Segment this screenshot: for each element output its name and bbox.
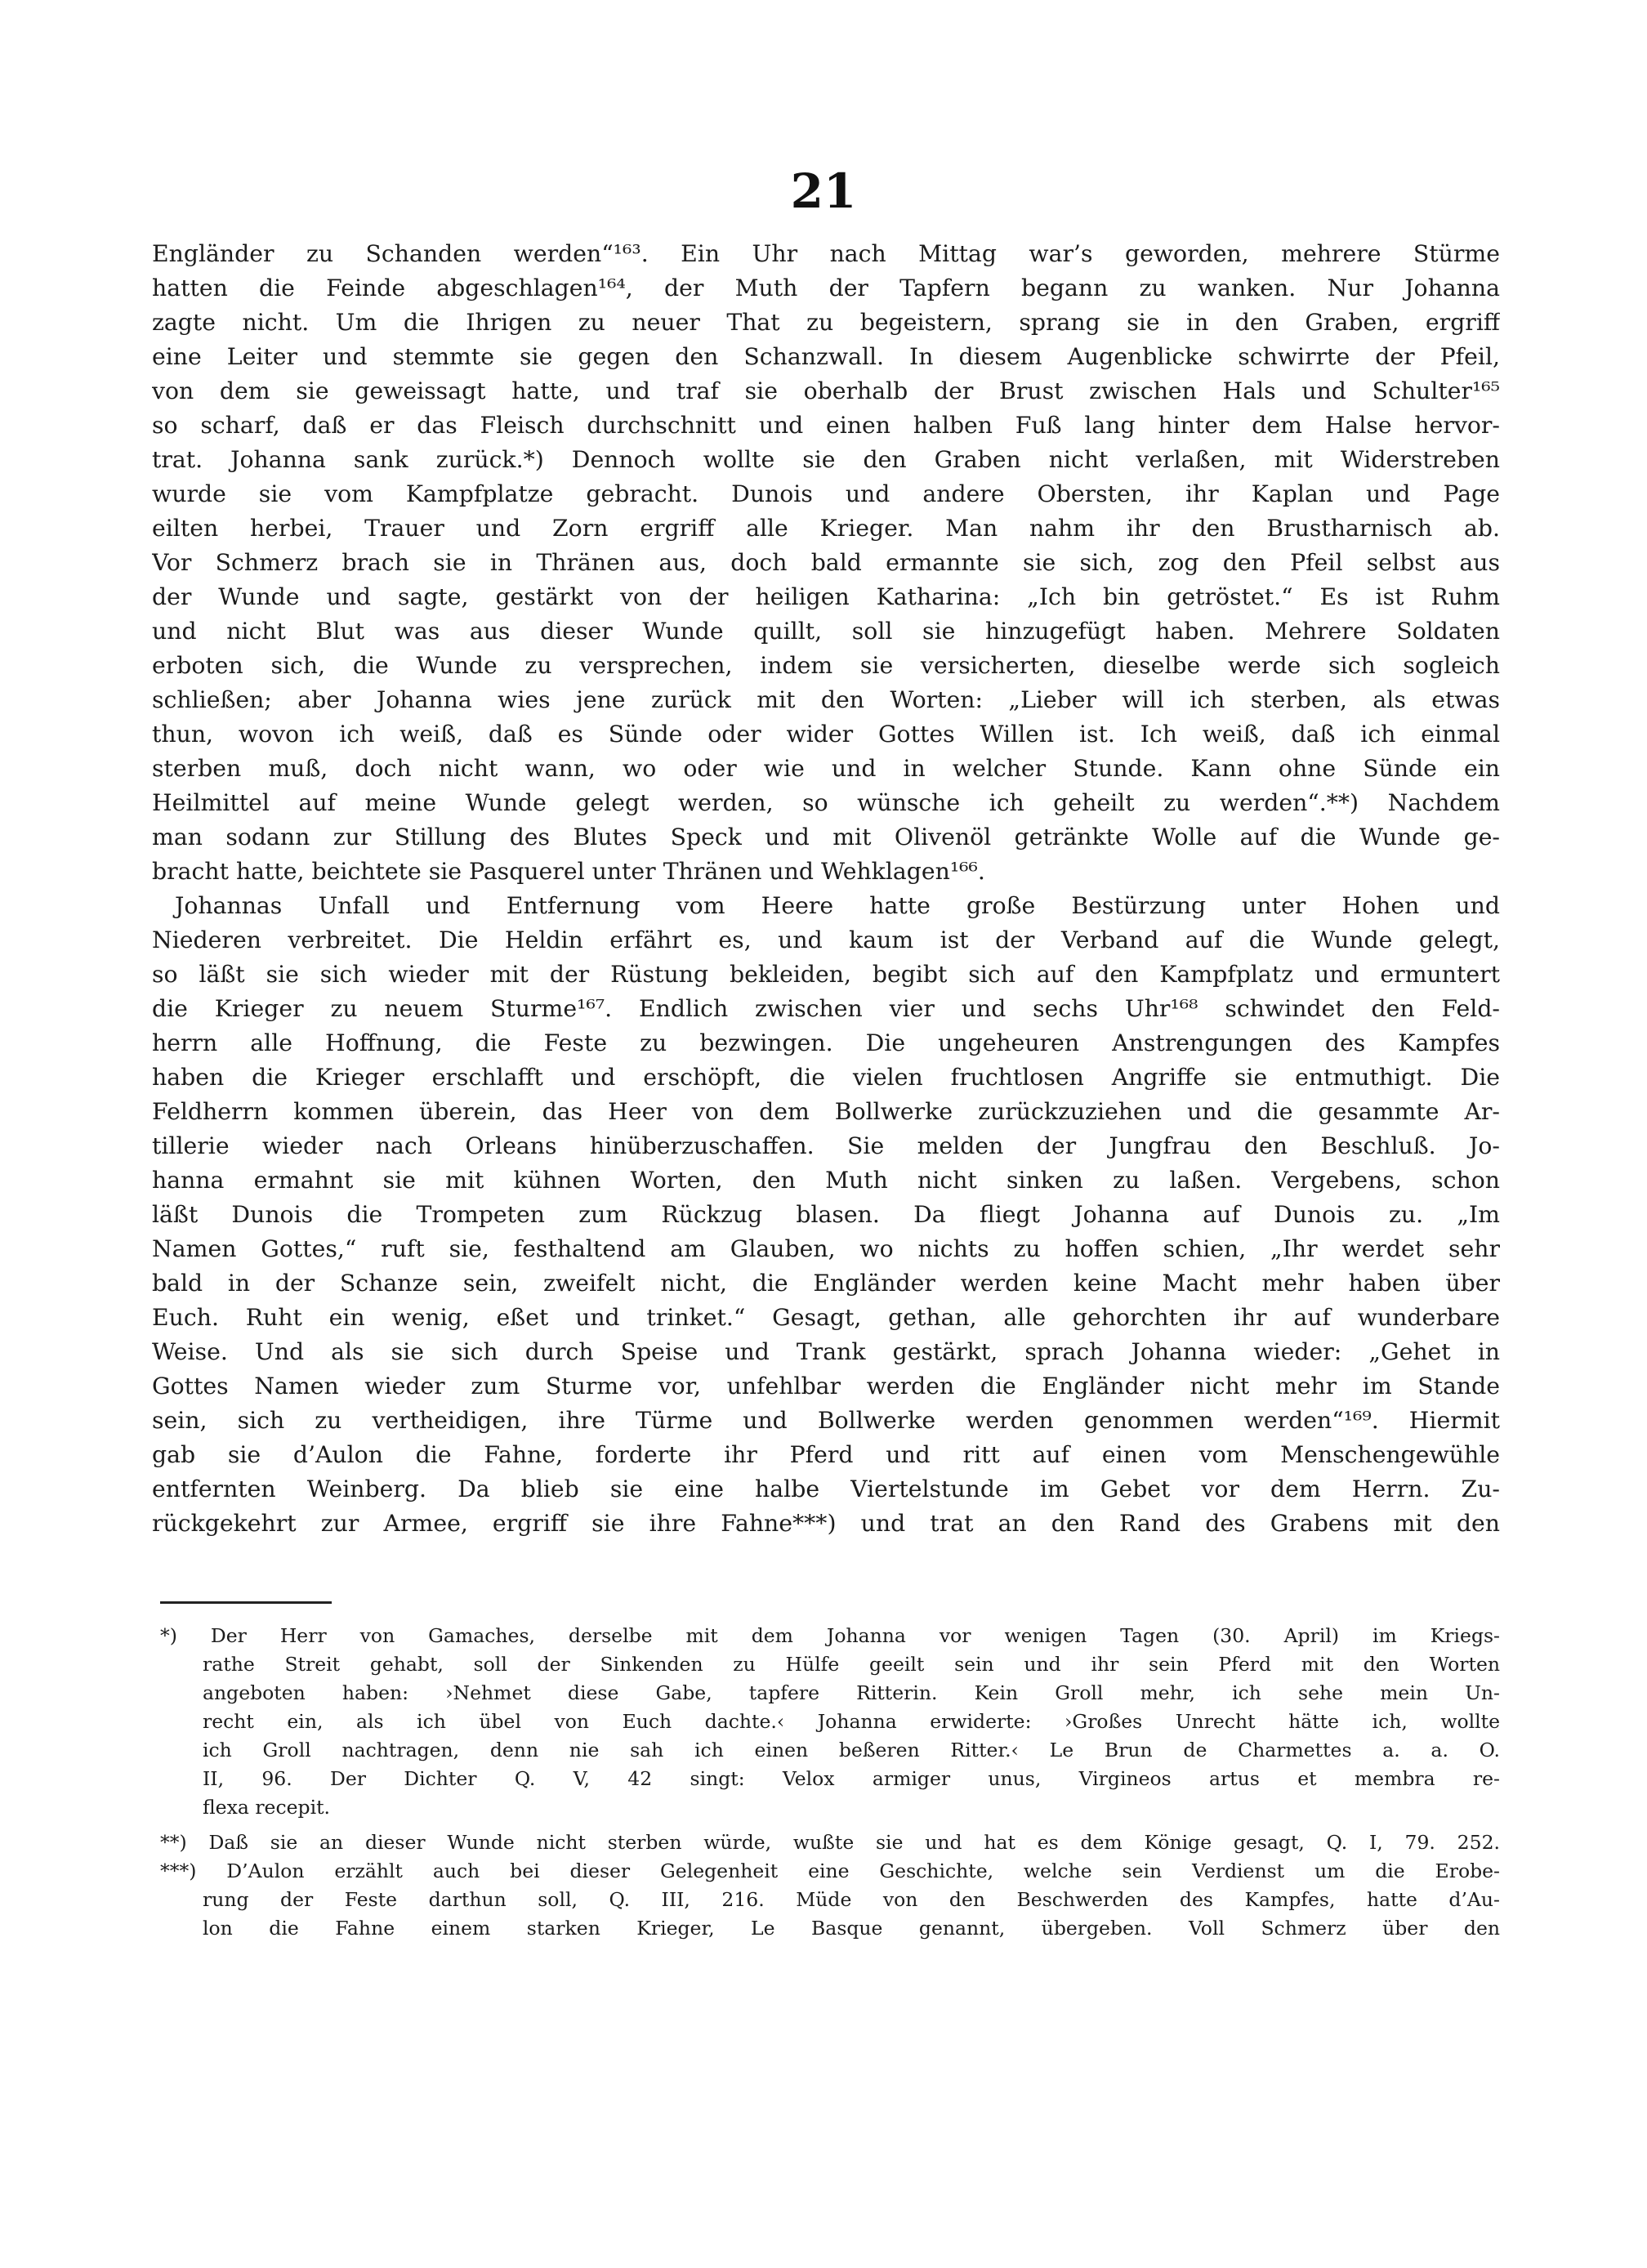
footnotes <box>160 1622 1500 1943</box>
text-line: thun, wovon ich weiß, daß es Sünde oder wider Gottes Willen ist. Ich weiß, daß ich einmal <box>152 721 1500 748</box>
text-line: wurde sie vom Kampfplatze gebracht. Dunois und andere Obersten, ihr Kaplan und Page <box>152 480 1500 507</box>
text-line: die Krieger zu neuem Sturme¹⁶⁷. Endlich zwischen vier und sechs Uhr¹⁶⁸ schwindet den Feld- <box>152 995 1500 1022</box>
text-line: trat. Johanna sank zurück.*) Dennoch wollte sie den Graben nicht verlaßen, mit Widerstreben <box>152 446 1500 473</box>
text-line: man sodann zur Stillung des Blutes Speck und mit Olivenöl getränkte Wolle auf die Wunde ge- <box>152 824 1500 850</box>
text-line: Heilmittel auf meine Wunde gelegt werden, so wünsche ich geheilt zu werden“.**) Nachdem <box>152 789 1500 816</box>
text-line: Weise. Und als sie sich durch Speise und Trank gestärkt, sprach Johanna wieder: „Gehet in <box>152 1338 1500 1365</box>
text-line: rückgekehrt zur Armee, ergriff sie ihre Fahne***) und trat an den Rand des Grabens mit den <box>152 1510 1500 1537</box>
text-line: so läßt sie sich wieder mit der Rüstung bekleiden, begibt sich auf den Kampfplatz und ermuntert <box>152 961 1500 988</box>
text-line: hatten die Feinde abgeschlagen¹⁶⁴, der Muth der Tapfern begann zu wanken. Nur Johanna <box>152 275 1500 301</box>
text-line: der Wunde und sagte, gestärkt von der heiligen Katharina: „Ich bin getröstet.“ Es ist Ruhm <box>152 583 1500 610</box>
footnote-line: ich Groll nachtragen, denn nie sah ich einen beßeren Ritter.‹ Le Brun de Charmettes a. a. O. <box>203 1739 1500 1761</box>
text-line: Johannas Unfall und Entfernung vom Heere hatte große Bestürzung unter Hohen und <box>175 892 1500 919</box>
footnote-line: flexa recepit. <box>203 1796 330 1819</box>
text-line: herrn alle Hoffnung, die Feste zu bezwingen. Die ungeheuren Anstrengungen des Kampfes <box>152 1029 1500 1056</box>
text-line: Engländer zu Schanden werden“¹⁶³. Ein Uhr nach Mittag war’s geworden, mehrere Stürme <box>152 240 1500 267</box>
text-line: eilten herbei, Trauer und Zorn ergriff alle Krieger. Man nahm ihr den Brustharnisch ab. <box>152 515 1500 542</box>
text-line: eine Leiter und stemmte sie gegen den Schanzwall. In diesem Augenblicke schwirrte der Pfeil, <box>152 343 1500 370</box>
text-line: bracht hatte, beichtete sie Pasquerel unter Thränen und Wehklagen¹⁶⁶. <box>152 858 985 885</box>
text-line: und nicht Blut was aus dieser Wunde quillt, soll sie hinzugefügt haben. Mehrere Soldaten <box>152 618 1500 645</box>
text-line: Euch. Ruht ein wenig, eßet und trinket.“ Gesagt, gethan, alle gehorchten ihr auf wunderbare <box>152 1304 1500 1331</box>
text-line: tillerie wieder nach Orleans hinüberzuschaffen. Sie melden der Jungfrau den Beschluß. Jo- <box>152 1132 1500 1159</box>
text-line: sterben muß, doch nicht wann, wo oder wie und in welcher Stunde. Kann ohne Sünde ein <box>152 755 1500 782</box>
footnote-line: rathe Streit gehabt, soll der Sinkenden zu Hülfe geeilt sein und ihr sein Pferd mit den Worten <box>203 1653 1500 1676</box>
text-line: erboten sich, die Wunde zu versprechen, indem sie versicherten, dieselbe werde sich sogleich <box>152 652 1500 679</box>
text-line: schließen; aber Johanna wies jene zurück mit den Worten: „Lieber will ich sterben, als etwas <box>152 686 1500 713</box>
text-line: so scharf, daß er das Fleisch durchschnitt und einen halben Fuß lang hinter dem Halse hervor- <box>152 412 1500 439</box>
text-line: bald in der Schanze sein, zweifelt nicht, die Engländer werden keine Macht mehr haben über <box>152 1270 1500 1297</box>
text-line: Vor Schmerz brach sie in Thränen aus, doch bald ermannte sie sich, zog den Pfeil selbst aus <box>152 549 1500 576</box>
text-line: hanna ermahnt sie mit kühnen Worten, den Muth nicht sinken zu laßen. Vergebens, schon <box>152 1167 1500 1194</box>
text-line: gab sie d’Aulon die Fahne, forderte ihr Pferd und ritt auf einen vom Menschengewühle <box>152 1441 1500 1468</box>
footnote-line: **) Daß sie an dieser Wunde nicht sterben würde, wußte sie und hat es dem Könige gesagt, Q. I, 79. 252. <box>160 1831 1500 1854</box>
footnote-line: ***) D’Aulon erzählt auch bei dieser Gelegenheit eine Geschichte, welche sein Verdienst um die Erobe- <box>160 1859 1500 1882</box>
text-line: zagte nicht. Um die Ihrigen zu neuer That zu begeistern, sprang sie in den Graben, ergriff <box>152 309 1500 336</box>
text-line: entfernten Weinberg. Da blieb sie eine halbe Viertelstunde im Gebet vor dem Herrn. Zu- <box>152 1476 1500 1502</box>
footnote-divider <box>160 1601 332 1604</box>
main-text <box>152 237 1500 1541</box>
text-line: von dem sie geweissagt hatte, und traf sie oberhalb der Brust zwischen Hals und Schulter¹⁶⁵ <box>152 377 1500 404</box>
text-line: Feldherrn kommen überein, das Heer von dem Bollwerke zurückzuziehen und die gesammte Ar- <box>152 1098 1500 1125</box>
text-line: läßt Dunois die Trompeten zum Rückzug blasen. Da fliegt Johanna auf Dunois zu. „Im <box>152 1201 1500 1228</box>
text-line: Namen Gottes,“ ruft sie, festhaltend am Glauben, wo nichts zu hoffen schien, „Ihr werdet sehr <box>152 1235 1500 1262</box>
footnote-line: rung der Feste darthun soll, Q. III, 216. Müde von den Beschwerden des Kampfes, hatte d’Au- <box>203 1888 1500 1911</box>
text-line: sein, sich zu vertheidigen, ihre Türme und Bollwerke werden genommen werden“¹⁶⁹. Hiermit <box>152 1407 1500 1434</box>
page-number: 21 <box>790 163 857 219</box>
footnote-line: angeboten haben: ›Nehmet diese Gabe, tapfere Ritterin. Kein Groll mehr, ich sehe mein Un- <box>203 1681 1500 1704</box>
text-line: haben die Krieger erschlafft und erschöpft, die vielen fruchtlosen Angriffe sie entmuthigt. Die <box>152 1064 1500 1091</box>
text-line: Niederen verbreitet. Die Heldin erfährt es, und kaum ist der Verband auf die Wunde gelegt, <box>152 926 1500 953</box>
footnote-line: *) Der Herr von Gamaches, derselbe mit dem Johanna vor wenigen Tagen (30. April) im Kriegs- <box>160 1624 1500 1647</box>
footnote-line: II, 96. Der Dichter Q. V, 42 singt: Velox armiger unus, Virgineos artus et membra re- <box>203 1767 1500 1790</box>
footnote-line: recht ein, als ich übel von Euch dachte.‹ Johanna erwiderte: ›Großes Unrecht hätte ich, wollte <box>203 1710 1500 1733</box>
footnote-line: lon die Fahne einem starken Krieger, Le Basque genannt, übergeben. Voll Schmerz über den <box>203 1917 1500 1940</box>
text-line: Gottes Namen wieder zum Sturme vor, unfehlbar werden die Engländer nicht mehr im Stande <box>152 1373 1500 1400</box>
